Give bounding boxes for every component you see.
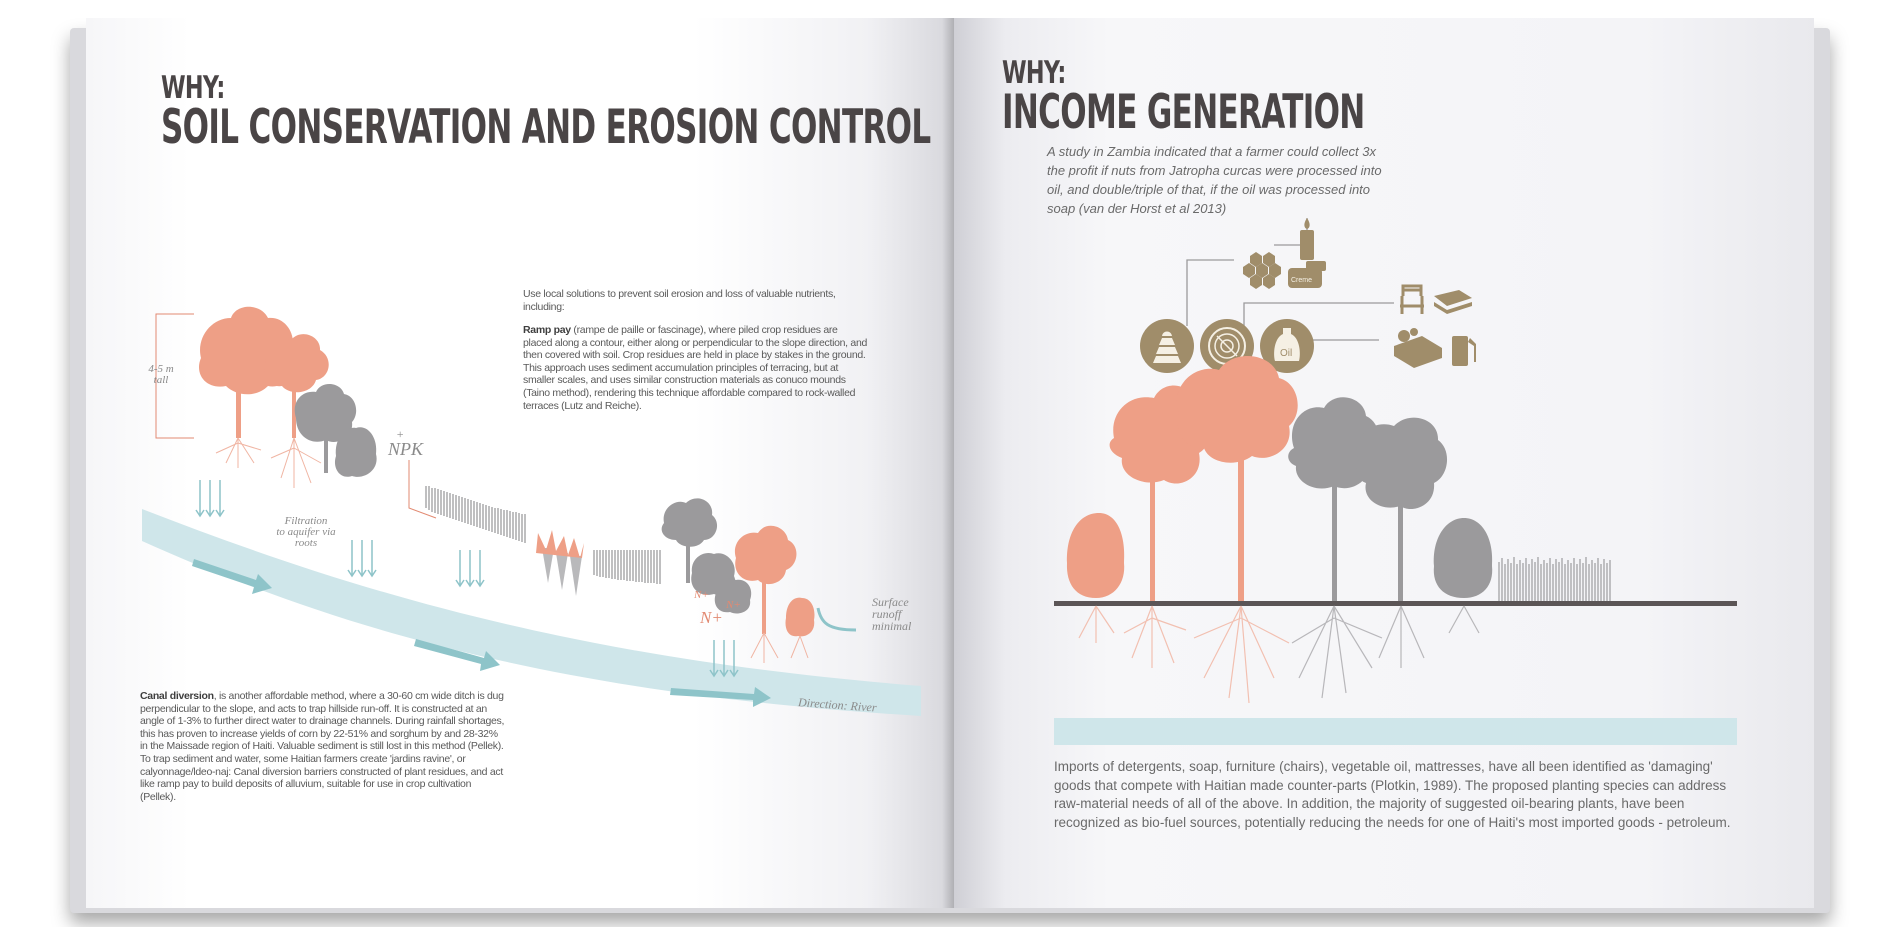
runoff-label-line: Surface (872, 595, 909, 609)
zambia-quote: A study in Zambia indicated that a farmer could collect 3x the profit if nuts from Jatropha curcas were processed into oil, and double/triple of that, if the oil was processed into soap (van der Horst et al 2013) (1047, 144, 1382, 216)
height-label-line: tall (153, 374, 169, 386)
salmon-bush (1067, 513, 1124, 598)
npk-label: NPK (388, 439, 424, 459)
canal-diversion-term: Canal diversion (140, 690, 214, 702)
right-page-title: INCOME GENERATION (1002, 85, 1365, 140)
runoff-label (872, 596, 944, 632)
salmon-roots-left (216, 438, 321, 488)
filtration-label-line: roots (294, 537, 318, 549)
runoff-label-line: minimal (872, 619, 912, 633)
salmon-tree-trunk (762, 576, 766, 634)
salmon-roots-right (751, 633, 808, 663)
teal-band (1054, 718, 1737, 745)
salmon-tree-trunk (1150, 473, 1155, 601)
grey-tree-group-left (295, 384, 377, 477)
fence-ramp-pay-2 (594, 550, 660, 584)
reed-fence (1499, 557, 1610, 601)
right-page (954, 18, 1814, 908)
salmon-tree-canopy (1177, 356, 1298, 463)
chair-icon (1400, 286, 1424, 314)
creme-label: Creme (1291, 277, 1313, 284)
imports-paragraph: Imports of detergents, soap, furniture (chairs), vegetable oil, mattresses, have all been identified as 'damaging' goods that compete with Haitian made counter-parts (Plotkin, 1989). The proposed planting species can address raw-material needs of all of the above. In addition, the majority of suggested oil-bearing plants, have been recognized as bio-fuel sources, potentially reducing the needs for one of Haiti's most imported goods - petroleum. (1054, 759, 1731, 830)
filtration-label-line: Filtration (284, 515, 328, 527)
grey-tree-trunk (324, 433, 328, 473)
soap-icon (1394, 328, 1442, 368)
n-plus-small-label: N+ (694, 589, 709, 601)
canal-diversion-text: , is another affordable method, where a 30-60 cm wide ditch is dug perpendicular to the slope, and acts to trap hillside run-off. It is constructed at an angle of 1-3% to further direct water to drainage channels. During rainfall shortages, this has proven to increase yields of corn by 22-51% and sorghum by and 28-32% in the Maissade region of Haiti. Valuable sediment is still lost in this method (Pellek). To trap sediment and water, some Haitian farmers create 'jardins ravine', or calyonnage/ldeo-naj: Canal diversion barriers constructed of plant residues, and act like ramp pay to build deposits of alluvium, suitable for use in crop cultivation (Pellek). (140, 690, 505, 803)
npk-plus: + (396, 427, 405, 441)
salmon-tree-trunk (236, 378, 241, 438)
grey-trees (1288, 397, 1492, 601)
cream-jar-icon (1288, 261, 1326, 288)
intro-text: Use local solutions to prevent soil erosion and loss of valuable nutrients, including: (523, 288, 836, 313)
runoff-label-line: runoff (872, 607, 902, 621)
beehive-icon (1140, 319, 1194, 373)
height-label (126, 364, 196, 386)
ramp-pay-term: Ramp pay (523, 324, 571, 336)
salmon-roots (1079, 606, 1289, 703)
filtration-label-line: to aquifer via (276, 526, 336, 538)
mattress-icon (1434, 290, 1472, 314)
filtration-label (246, 516, 366, 549)
salmon-tree-trunk (1238, 448, 1244, 601)
left-why-label: WHY: (161, 70, 225, 106)
salmon-tree-canopy (735, 526, 797, 584)
honeycomb-icon (1243, 252, 1281, 289)
right-why-label: WHY: (1002, 55, 1066, 91)
ground-line (1054, 601, 1737, 606)
left-page-title: SOIL CONSERVATION AND EROSION CONTROL (161, 100, 931, 155)
salmon-tree-group-right (735, 526, 815, 637)
fuel-pump-icon (1452, 336, 1476, 366)
n-plus-large-label: N+ (700, 608, 723, 627)
salmon-bush (786, 598, 815, 637)
grey-tree-trunk (1398, 502, 1403, 601)
n-plus-small-label: N+ (726, 599, 741, 611)
grey-roots (1292, 606, 1479, 698)
left-page (86, 18, 954, 908)
runoff-curve (818, 608, 856, 630)
candle-icon (1300, 218, 1314, 260)
height-label-line: 4-5 m (148, 363, 174, 375)
ramp-pay-text: (rampe de paille or fascinage), where piled crop residues are placed along a contour, either along or perpendicular to the slope direction, and then covered with soil. Crop residues are held in place by stakes in the ground. This approach uses sediment accumulation principles of terracing, but at smaller scales, and uses similar construction materials as conuco mounds (Taino method), rendering this technique affordable compared to rock-walled terraces (Lutz and Reiche). (523, 324, 868, 412)
direction-river-label: Direction: River (797, 695, 877, 715)
grey-tree-trunk (1332, 480, 1337, 601)
grey-bush (1434, 518, 1492, 598)
grey-tree-canopy (1356, 418, 1447, 509)
erosion-diagram (86, 18, 954, 908)
fence-ramp-pay-1 (426, 486, 525, 543)
oil-label: Oil (1280, 348, 1293, 359)
grey-tree-trunk (686, 538, 690, 583)
salmon-trees (1067, 356, 1298, 601)
